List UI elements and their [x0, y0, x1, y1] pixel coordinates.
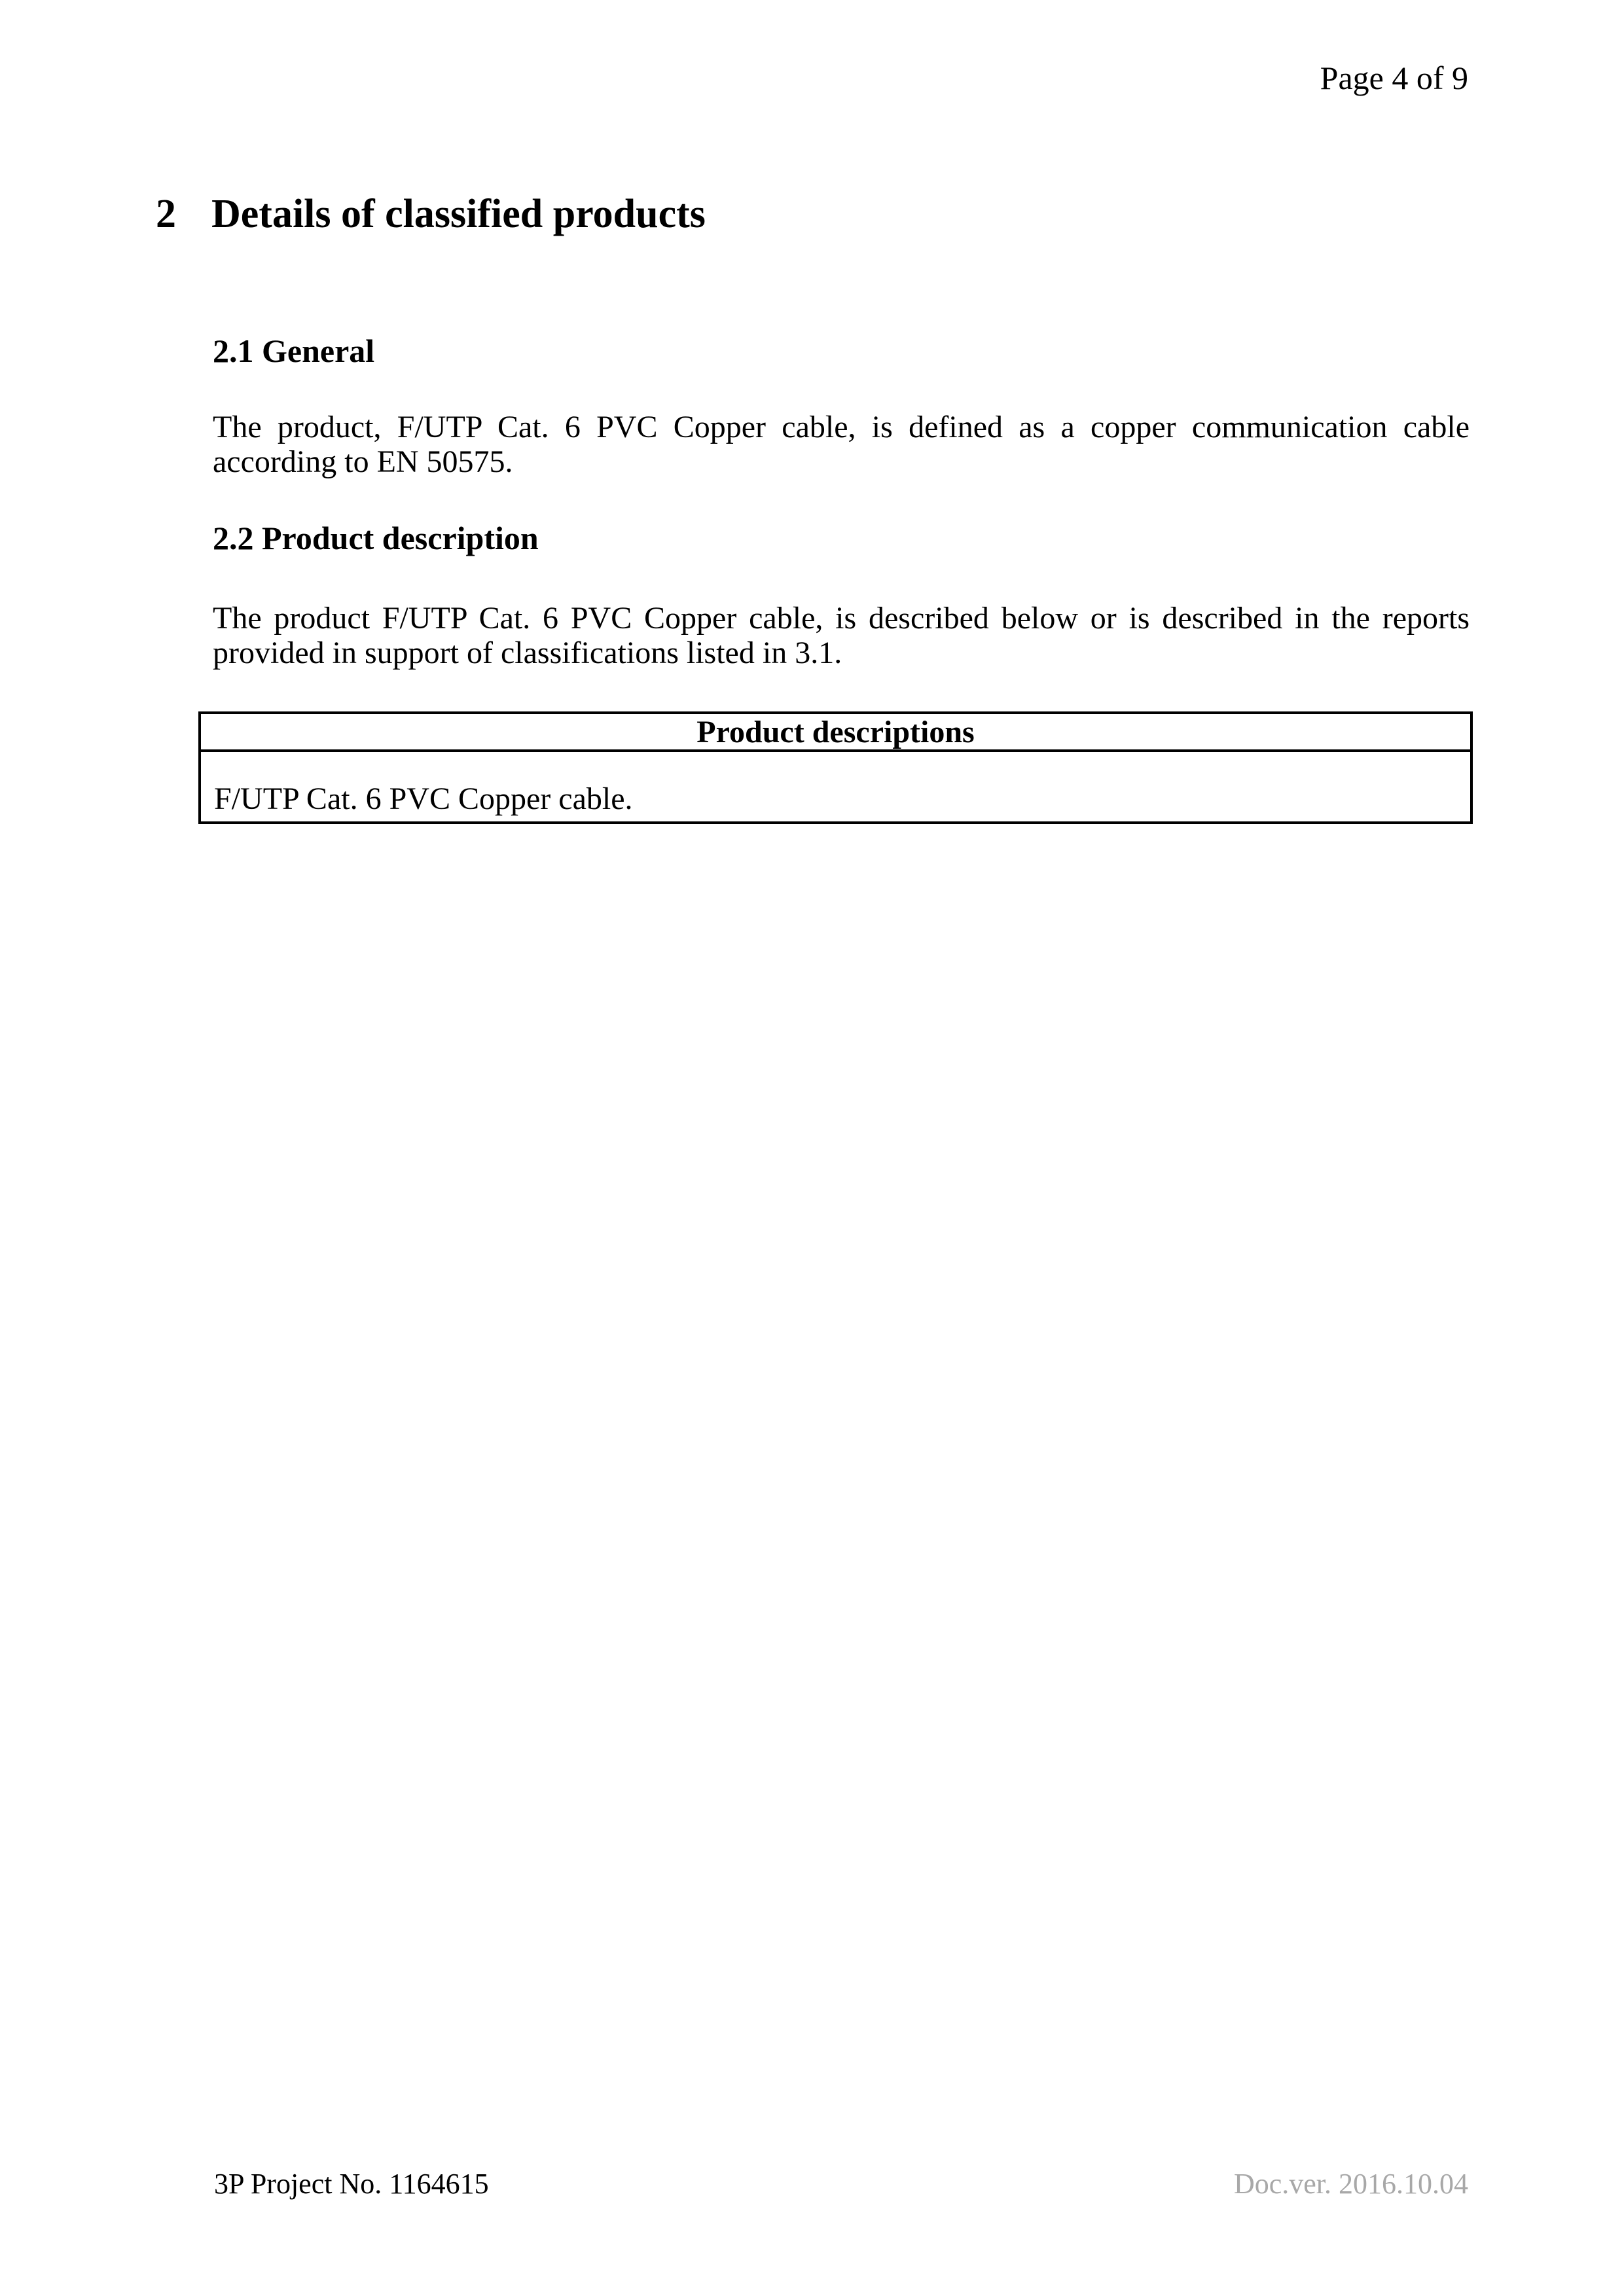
paragraph-product-description-line-2: provided in support of classifications listed in 3.1. — [213, 636, 842, 670]
table-row — [200, 751, 1471, 823]
product-descriptions-table — [198, 711, 1473, 824]
page-number: Page 4 of 9 — [1320, 60, 1468, 96]
table-header-row — [200, 713, 1471, 751]
footer-project-number: 3P Project No. 1164615 — [214, 2168, 489, 2200]
table-cell-product-description: F/UTP Cat. 6 PVC Copper cable. — [200, 751, 1471, 823]
chapter-heading-number: 2 — [156, 192, 176, 236]
footer-doc-version: Doc.ver. 2016.10.04 — [1233, 2168, 1468, 2200]
paragraph-product-description-line-1: The product F/UTP Cat. 6 PVC Copper cable, is described below or is described in the reports — [213, 601, 1470, 636]
chapter-heading — [156, 190, 1471, 238]
table-header-cell: Product descriptions — [200, 713, 1471, 751]
section-heading-general: 2.1 General — [213, 332, 375, 369]
chapter-heading-title: Details of classified products — [211, 192, 706, 236]
section-heading-product-description: 2.2 Product description — [213, 520, 539, 556]
paragraph-general-line-1: The product, F/UTP Cat. 6 PVC Copper cable, is defined as a copper communication cable — [213, 410, 1470, 444]
paragraph-product-description — [213, 601, 1470, 670]
paragraph-general — [213, 410, 1470, 479]
paragraph-general-line-2: according to EN 50575. — [213, 444, 513, 479]
